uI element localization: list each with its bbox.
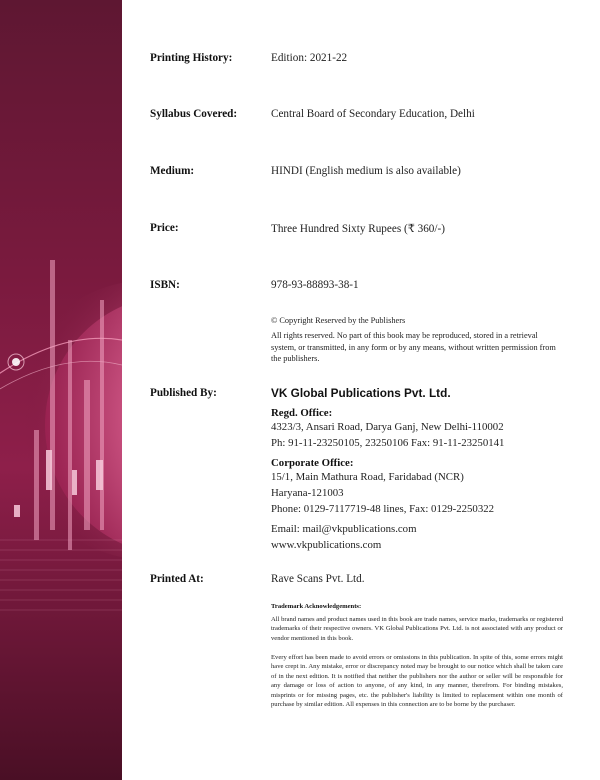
publisher-block: [271, 386, 571, 553]
copyright-line: © Copyright Reserved by the Publishers: [271, 316, 406, 325]
published-by-label: Published By:: [150, 387, 217, 399]
printed-at-value: Rave Scans Pvt. Ltd.: [271, 573, 365, 585]
printing-history-value: Edition: 2021-22: [271, 52, 348, 64]
publisher-name: VK Global Publications Pvt. Ltd.: [271, 386, 451, 400]
corporate-office-label: Corporate Office:: [271, 457, 354, 469]
publisher-website: www.vkpublications.com: [271, 539, 382, 551]
regd-office-label: Regd. Office:: [271, 407, 333, 419]
publisher-email: Email: mail@vkpublications.com: [271, 523, 417, 535]
regd-office-address: 4323/3, Ansari Road, Darya Ganj, New Delhi-110002: [271, 421, 504, 433]
sidebar-artwork: [0, 0, 122, 780]
printing-history-label: Printing History:: [150, 52, 233, 64]
syllabus-value: Central Board of Secondary Education, Delhi: [271, 108, 475, 120]
printed-at-label: Printed At:: [150, 573, 204, 585]
corporate-office-address-line2: Haryana-121003: [271, 487, 344, 499]
price-value: Three Hundred Sixty Rupees (₹ 360/-): [271, 223, 445, 235]
trademark-paragraph-2: Every effort has been made to avoid errors or omissions in this publication. In spite of this, some errors might have crept in. Any mistake, error or discrepancy noted may be brought to our notice which shall be taken care of in the next edition. It is notified that neither the publishers nor the author or seller will be responsible for any damage or loss of action to anyone, of any kind, in any manner, therefrom. For binding mistakes, misprints or for missing pages, etc. the publisher's liability is limited to replacement within one month of purchase by similar edition. All expenses in this connection are to be borne by the purchaser.: [271, 654, 563, 709]
decorative-sidebar: [0, 0, 122, 780]
syllabus-label: Syllabus Covered:: [150, 108, 238, 120]
regd-office-phone: Ph: 91-11-23250105, 23250106 Fax: 91-11-23250141: [271, 437, 505, 449]
corporate-office-phone: Phone: 0129-7117719-48 lines, Fax: 0129-2250322: [271, 503, 495, 515]
trademark-title: Trademark Acknowledgements:: [271, 603, 362, 610]
price-label: Price:: [150, 222, 179, 234]
trademark-paragraph-1: All brand names and product names used in this book are trade names, service marks, trademarks or registered trademarks of their respective owners. VK Global Publications Pvt. Ltd. is not associated with any product or vendor mentioned in this book.: [271, 616, 563, 642]
isbn-label: ISBN:: [150, 279, 180, 291]
corporate-office-address-line1: 15/1, Main Mathura Road, Faridabad (NCR): [271, 471, 464, 483]
copyright-notice: All rights reserved. No part of this book may be reproduced, stored in a retrieval system, or transmitted, in any form or by any means, without written permission from the publishers.: [271, 331, 556, 363]
medium-label: Medium:: [150, 165, 195, 177]
isbn-value: 978-93-88893-38-1: [271, 279, 359, 291]
medium-value: HINDI (English medium is also available): [271, 165, 461, 177]
